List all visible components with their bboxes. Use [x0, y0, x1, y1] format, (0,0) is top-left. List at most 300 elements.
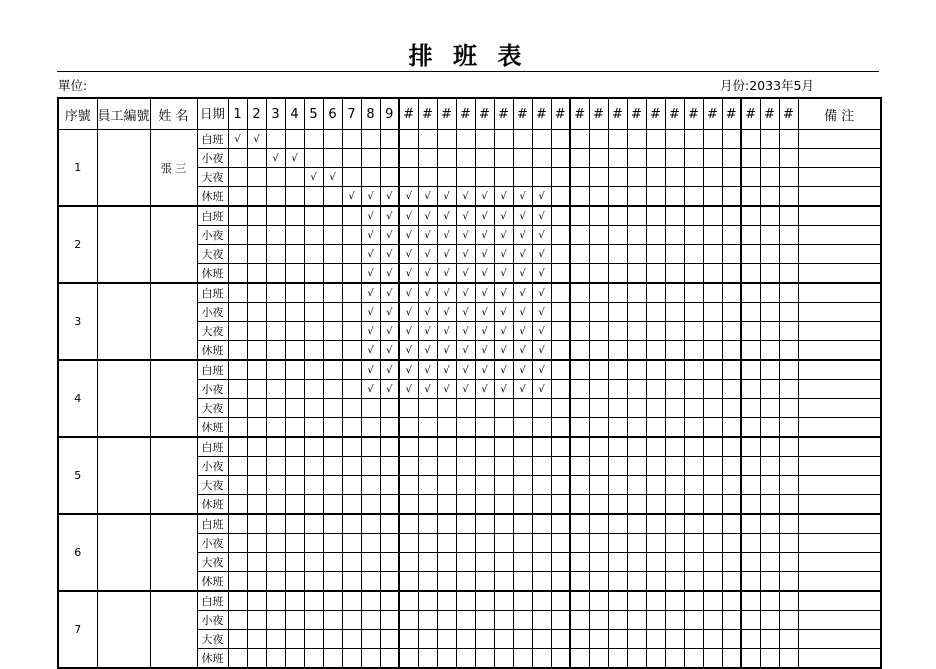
- day-cell[interactable]: [494, 418, 513, 438]
- day-cell[interactable]: [380, 303, 399, 322]
- day-cell[interactable]: [703, 553, 722, 572]
- day-cell[interactable]: [247, 360, 266, 380]
- day-cell[interactable]: [247, 380, 266, 399]
- day-cell[interactable]: [779, 245, 798, 264]
- day-cell[interactable]: [627, 649, 646, 669]
- note-cell[interactable]: [798, 437, 881, 457]
- day-cell[interactable]: [342, 514, 361, 534]
- day-cell[interactable]: [228, 283, 247, 303]
- day-cell[interactable]: [456, 341, 475, 361]
- day-cell[interactable]: [418, 649, 437, 669]
- day-cell[interactable]: [760, 380, 779, 399]
- day-cell[interactable]: [627, 437, 646, 457]
- day-cell[interactable]: [589, 130, 608, 149]
- day-cell[interactable]: [228, 437, 247, 457]
- day-cell[interactable]: [608, 264, 627, 284]
- day-cell[interactable]: [703, 476, 722, 495]
- day-cell[interactable]: [779, 283, 798, 303]
- day-cell[interactable]: [570, 476, 589, 495]
- day-cell[interactable]: [684, 630, 703, 649]
- day-cell[interactable]: [589, 514, 608, 534]
- day-cell[interactable]: [627, 245, 646, 264]
- day-cell[interactable]: [266, 283, 285, 303]
- day-cell[interactable]: [247, 534, 266, 553]
- day-cell[interactable]: [570, 187, 589, 207]
- day-cell[interactable]: [513, 283, 532, 303]
- note-cell[interactable]: [798, 476, 881, 495]
- day-cell[interactable]: [513, 264, 532, 284]
- day-cell[interactable]: [380, 649, 399, 669]
- day-cell[interactable]: [247, 226, 266, 245]
- day-cell[interactable]: [380, 380, 399, 399]
- day-cell[interactable]: [646, 553, 665, 572]
- day-cell[interactable]: [418, 572, 437, 592]
- day-cell[interactable]: [532, 418, 551, 438]
- day-cell[interactable]: [456, 149, 475, 168]
- day-cell[interactable]: [608, 591, 627, 611]
- day-cell[interactable]: [399, 534, 418, 553]
- day-cell[interactable]: [247, 341, 266, 361]
- day-cell[interactable]: [608, 322, 627, 341]
- day-cell[interactable]: [285, 418, 304, 438]
- day-cell[interactable]: [665, 130, 684, 149]
- day-cell[interactable]: [513, 168, 532, 187]
- day-cell[interactable]: [266, 495, 285, 515]
- note-cell[interactable]: [798, 553, 881, 572]
- day-cell[interactable]: [627, 380, 646, 399]
- day-cell[interactable]: [741, 457, 760, 476]
- emp-no-cell[interactable]: [97, 206, 150, 283]
- day-cell[interactable]: [228, 611, 247, 630]
- day-cell[interactable]: [399, 187, 418, 207]
- day-cell[interactable]: [684, 264, 703, 284]
- day-cell[interactable]: [627, 457, 646, 476]
- day-cell[interactable]: [646, 187, 665, 207]
- day-cell[interactable]: [741, 380, 760, 399]
- day-cell[interactable]: [323, 149, 342, 168]
- day-cell[interactable]: [551, 418, 570, 438]
- day-cell[interactable]: [304, 399, 323, 418]
- day-cell[interactable]: [323, 437, 342, 457]
- day-cell[interactable]: [361, 495, 380, 515]
- day-cell[interactable]: [608, 399, 627, 418]
- day-cell[interactable]: [399, 399, 418, 418]
- day-cell[interactable]: [456, 418, 475, 438]
- day-cell[interactable]: [703, 341, 722, 361]
- day-cell[interactable]: [456, 611, 475, 630]
- day-cell[interactable]: [646, 283, 665, 303]
- day-cell[interactable]: [779, 591, 798, 611]
- day-cell[interactable]: [665, 322, 684, 341]
- day-cell[interactable]: [589, 322, 608, 341]
- note-cell[interactable]: [798, 611, 881, 630]
- day-cell[interactable]: [380, 572, 399, 592]
- day-cell[interactable]: [323, 130, 342, 149]
- day-cell[interactable]: [760, 437, 779, 457]
- day-cell[interactable]: [722, 649, 741, 669]
- day-cell[interactable]: [760, 187, 779, 207]
- day-cell[interactable]: [532, 514, 551, 534]
- note-cell[interactable]: [798, 649, 881, 669]
- day-cell[interactable]: [665, 380, 684, 399]
- day-cell[interactable]: [513, 611, 532, 630]
- day-cell[interactable]: [646, 495, 665, 515]
- day-cell[interactable]: [589, 457, 608, 476]
- day-cell[interactable]: [266, 572, 285, 592]
- day-cell[interactable]: [684, 322, 703, 341]
- day-cell[interactable]: [418, 341, 437, 361]
- day-cell[interactable]: [494, 264, 513, 284]
- day-cell[interactable]: [285, 591, 304, 611]
- day-cell[interactable]: [494, 495, 513, 515]
- day-cell[interactable]: [741, 630, 760, 649]
- day-cell[interactable]: [304, 649, 323, 669]
- day-cell[interactable]: [551, 534, 570, 553]
- day-cell[interactable]: [418, 206, 437, 226]
- name-cell[interactable]: [150, 360, 197, 437]
- note-cell[interactable]: [798, 130, 881, 149]
- day-cell[interactable]: [513, 630, 532, 649]
- day-cell[interactable]: [570, 245, 589, 264]
- day-cell[interactable]: [684, 168, 703, 187]
- day-cell[interactable]: [494, 303, 513, 322]
- day-cell[interactable]: [361, 149, 380, 168]
- day-cell[interactable]: [532, 187, 551, 207]
- note-cell[interactable]: [798, 149, 881, 168]
- day-cell[interactable]: [361, 283, 380, 303]
- day-cell[interactable]: [703, 130, 722, 149]
- day-cell[interactable]: [722, 418, 741, 438]
- day-cell[interactable]: [228, 399, 247, 418]
- day-cell[interactable]: [228, 630, 247, 649]
- day-cell[interactable]: [779, 611, 798, 630]
- day-cell[interactable]: [418, 418, 437, 438]
- day-cell[interactable]: [266, 341, 285, 361]
- day-cell[interactable]: [380, 187, 399, 207]
- day-cell[interactable]: [646, 380, 665, 399]
- day-cell[interactable]: [228, 130, 247, 149]
- day-cell[interactable]: [589, 245, 608, 264]
- day-cell[interactable]: [228, 534, 247, 553]
- day-cell[interactable]: [304, 514, 323, 534]
- day-cell[interactable]: [475, 245, 494, 264]
- day-cell[interactable]: [608, 130, 627, 149]
- day-cell[interactable]: [760, 611, 779, 630]
- day-cell[interactable]: [304, 303, 323, 322]
- day-cell[interactable]: [494, 360, 513, 380]
- day-cell[interactable]: [304, 322, 323, 341]
- day-cell[interactable]: [456, 572, 475, 592]
- day-cell[interactable]: [304, 206, 323, 226]
- day-cell[interactable]: [418, 534, 437, 553]
- day-cell[interactable]: [532, 303, 551, 322]
- day-cell[interactable]: [741, 168, 760, 187]
- day-cell[interactable]: [665, 591, 684, 611]
- day-cell[interactable]: [684, 187, 703, 207]
- day-cell[interactable]: [684, 591, 703, 611]
- day-cell[interactable]: [532, 226, 551, 245]
- day-cell[interactable]: [551, 649, 570, 669]
- day-cell[interactable]: [285, 149, 304, 168]
- note-cell[interactable]: [798, 168, 881, 187]
- day-cell[interactable]: [513, 360, 532, 380]
- day-cell[interactable]: [513, 437, 532, 457]
- day-cell[interactable]: [513, 476, 532, 495]
- day-cell[interactable]: [494, 380, 513, 399]
- note-cell[interactable]: [798, 495, 881, 515]
- day-cell[interactable]: [703, 322, 722, 341]
- day-cell[interactable]: [380, 283, 399, 303]
- day-cell[interactable]: [437, 360, 456, 380]
- day-cell[interactable]: [380, 630, 399, 649]
- day-cell[interactable]: [627, 341, 646, 361]
- day-cell[interactable]: [646, 534, 665, 553]
- day-cell[interactable]: [589, 553, 608, 572]
- day-cell[interactable]: [779, 206, 798, 226]
- day-cell[interactable]: [456, 534, 475, 553]
- day-cell[interactable]: [399, 341, 418, 361]
- day-cell[interactable]: [342, 399, 361, 418]
- day-cell[interactable]: [532, 264, 551, 284]
- day-cell[interactable]: [589, 264, 608, 284]
- day-cell[interactable]: [684, 534, 703, 553]
- day-cell[interactable]: [551, 187, 570, 207]
- day-cell[interactable]: [665, 476, 684, 495]
- day-cell[interactable]: [456, 437, 475, 457]
- day-cell[interactable]: [228, 514, 247, 534]
- day-cell[interactable]: [551, 380, 570, 399]
- day-cell[interactable]: [380, 226, 399, 245]
- day-cell[interactable]: [551, 303, 570, 322]
- day-cell[interactable]: [342, 341, 361, 361]
- emp-no-cell[interactable]: [97, 514, 150, 591]
- day-cell[interactable]: [399, 611, 418, 630]
- day-cell[interactable]: [399, 226, 418, 245]
- day-cell[interactable]: [456, 553, 475, 572]
- day-cell[interactable]: [646, 341, 665, 361]
- day-cell[interactable]: [323, 303, 342, 322]
- day-cell[interactable]: [399, 437, 418, 457]
- day-cell[interactable]: [380, 476, 399, 495]
- day-cell[interactable]: [247, 437, 266, 457]
- day-cell[interactable]: [266, 418, 285, 438]
- day-cell[interactable]: [494, 168, 513, 187]
- day-cell[interactable]: [760, 245, 779, 264]
- day-cell[interactable]: [532, 437, 551, 457]
- day-cell[interactable]: [247, 283, 266, 303]
- day-cell[interactable]: [304, 611, 323, 630]
- note-cell[interactable]: [798, 399, 881, 418]
- day-cell[interactable]: [741, 418, 760, 438]
- day-cell[interactable]: [399, 591, 418, 611]
- day-cell[interactable]: [399, 572, 418, 592]
- day-cell[interactable]: [361, 206, 380, 226]
- day-cell[interactable]: [361, 341, 380, 361]
- day-cell[interactable]: [760, 495, 779, 515]
- day-cell[interactable]: [722, 476, 741, 495]
- day-cell[interactable]: [760, 514, 779, 534]
- day-cell[interactable]: [228, 264, 247, 284]
- day-cell[interactable]: [551, 572, 570, 592]
- day-cell[interactable]: [342, 572, 361, 592]
- day-cell[interactable]: [627, 553, 646, 572]
- day-cell[interactable]: [627, 149, 646, 168]
- day-cell[interactable]: [456, 380, 475, 399]
- day-cell[interactable]: [513, 380, 532, 399]
- day-cell[interactable]: [228, 206, 247, 226]
- day-cell[interactable]: [627, 226, 646, 245]
- day-cell[interactable]: [475, 264, 494, 284]
- day-cell[interactable]: [399, 380, 418, 399]
- day-cell[interactable]: [247, 168, 266, 187]
- day-cell[interactable]: [646, 130, 665, 149]
- day-cell[interactable]: [323, 283, 342, 303]
- note-cell[interactable]: [798, 283, 881, 303]
- day-cell[interactable]: [475, 457, 494, 476]
- day-cell[interactable]: [703, 380, 722, 399]
- day-cell[interactable]: [703, 418, 722, 438]
- day-cell[interactable]: [513, 341, 532, 361]
- day-cell[interactable]: [456, 206, 475, 226]
- day-cell[interactable]: [589, 611, 608, 630]
- day-cell[interactable]: [323, 187, 342, 207]
- day-cell[interactable]: [323, 418, 342, 438]
- day-cell[interactable]: [589, 437, 608, 457]
- day-cell[interactable]: [703, 206, 722, 226]
- day-cell[interactable]: [437, 303, 456, 322]
- day-cell[interactable]: [266, 226, 285, 245]
- note-cell[interactable]: [798, 591, 881, 611]
- day-cell[interactable]: [342, 457, 361, 476]
- day-cell[interactable]: [779, 437, 798, 457]
- day-cell[interactable]: [722, 245, 741, 264]
- day-cell[interactable]: [646, 457, 665, 476]
- day-cell[interactable]: [437, 418, 456, 438]
- day-cell[interactable]: [361, 457, 380, 476]
- day-cell[interactable]: [494, 572, 513, 592]
- day-cell[interactable]: [684, 283, 703, 303]
- day-cell[interactable]: [570, 130, 589, 149]
- day-cell[interactable]: [570, 514, 589, 534]
- day-cell[interactable]: [342, 149, 361, 168]
- day-cell[interactable]: [266, 591, 285, 611]
- day-cell[interactable]: [456, 303, 475, 322]
- day-cell[interactable]: [285, 572, 304, 592]
- day-cell[interactable]: [646, 264, 665, 284]
- day-cell[interactable]: [456, 168, 475, 187]
- day-cell[interactable]: [228, 649, 247, 669]
- day-cell[interactable]: [608, 187, 627, 207]
- day-cell[interactable]: [779, 649, 798, 669]
- day-cell[interactable]: [532, 380, 551, 399]
- day-cell[interactable]: [304, 283, 323, 303]
- day-cell[interactable]: [608, 495, 627, 515]
- day-cell[interactable]: [342, 245, 361, 264]
- day-cell[interactable]: [627, 611, 646, 630]
- day-cell[interactable]: [532, 149, 551, 168]
- day-cell[interactable]: [760, 341, 779, 361]
- day-cell[interactable]: [323, 264, 342, 284]
- day-cell[interactable]: [285, 245, 304, 264]
- day-cell[interactable]: [475, 360, 494, 380]
- day-cell[interactable]: [475, 611, 494, 630]
- emp-no-cell[interactable]: [97, 591, 150, 668]
- day-cell[interactable]: [551, 457, 570, 476]
- day-cell[interactable]: [741, 303, 760, 322]
- day-cell[interactable]: [285, 360, 304, 380]
- day-cell[interactable]: [570, 360, 589, 380]
- day-cell[interactable]: [608, 245, 627, 264]
- day-cell[interactable]: [399, 630, 418, 649]
- day-cell[interactable]: [475, 322, 494, 341]
- day-cell[interactable]: [608, 534, 627, 553]
- day-cell[interactable]: [342, 495, 361, 515]
- day-cell[interactable]: [418, 476, 437, 495]
- name-cell[interactable]: [150, 514, 197, 591]
- day-cell[interactable]: [627, 303, 646, 322]
- day-cell[interactable]: [760, 226, 779, 245]
- day-cell[interactable]: [323, 168, 342, 187]
- day-cell[interactable]: [342, 418, 361, 438]
- day-cell[interactable]: [361, 245, 380, 264]
- day-cell[interactable]: [760, 283, 779, 303]
- day-cell[interactable]: [570, 322, 589, 341]
- day-cell[interactable]: [323, 206, 342, 226]
- day-cell[interactable]: [513, 572, 532, 592]
- day-cell[interactable]: [247, 322, 266, 341]
- day-cell[interactable]: [513, 187, 532, 207]
- day-cell[interactable]: [323, 591, 342, 611]
- day-cell[interactable]: [266, 303, 285, 322]
- day-cell[interactable]: [513, 514, 532, 534]
- note-cell[interactable]: [798, 360, 881, 380]
- day-cell[interactable]: [608, 168, 627, 187]
- day-cell[interactable]: [380, 245, 399, 264]
- day-cell[interactable]: [665, 283, 684, 303]
- name-cell[interactable]: [150, 591, 197, 668]
- day-cell[interactable]: [456, 649, 475, 669]
- day-cell[interactable]: [703, 572, 722, 592]
- day-cell[interactable]: [779, 303, 798, 322]
- day-cell[interactable]: [722, 303, 741, 322]
- day-cell[interactable]: [380, 399, 399, 418]
- day-cell[interactable]: [266, 649, 285, 669]
- day-cell[interactable]: [342, 206, 361, 226]
- day-cell[interactable]: [760, 399, 779, 418]
- day-cell[interactable]: [285, 380, 304, 399]
- day-cell[interactable]: [760, 591, 779, 611]
- day-cell[interactable]: [665, 495, 684, 515]
- day-cell[interactable]: [551, 630, 570, 649]
- day-cell[interactable]: [513, 149, 532, 168]
- day-cell[interactable]: [570, 168, 589, 187]
- day-cell[interactable]: [342, 649, 361, 669]
- day-cell[interactable]: [304, 553, 323, 572]
- day-cell[interactable]: [646, 630, 665, 649]
- day-cell[interactable]: [722, 495, 741, 515]
- day-cell[interactable]: [570, 283, 589, 303]
- day-cell[interactable]: [399, 553, 418, 572]
- day-cell[interactable]: [779, 187, 798, 207]
- day-cell[interactable]: [608, 476, 627, 495]
- day-cell[interactable]: [228, 476, 247, 495]
- day-cell[interactable]: [513, 226, 532, 245]
- day-cell[interactable]: [513, 495, 532, 515]
- day-cell[interactable]: [741, 226, 760, 245]
- day-cell[interactable]: [760, 149, 779, 168]
- day-cell[interactable]: [760, 534, 779, 553]
- day-cell[interactable]: [741, 149, 760, 168]
